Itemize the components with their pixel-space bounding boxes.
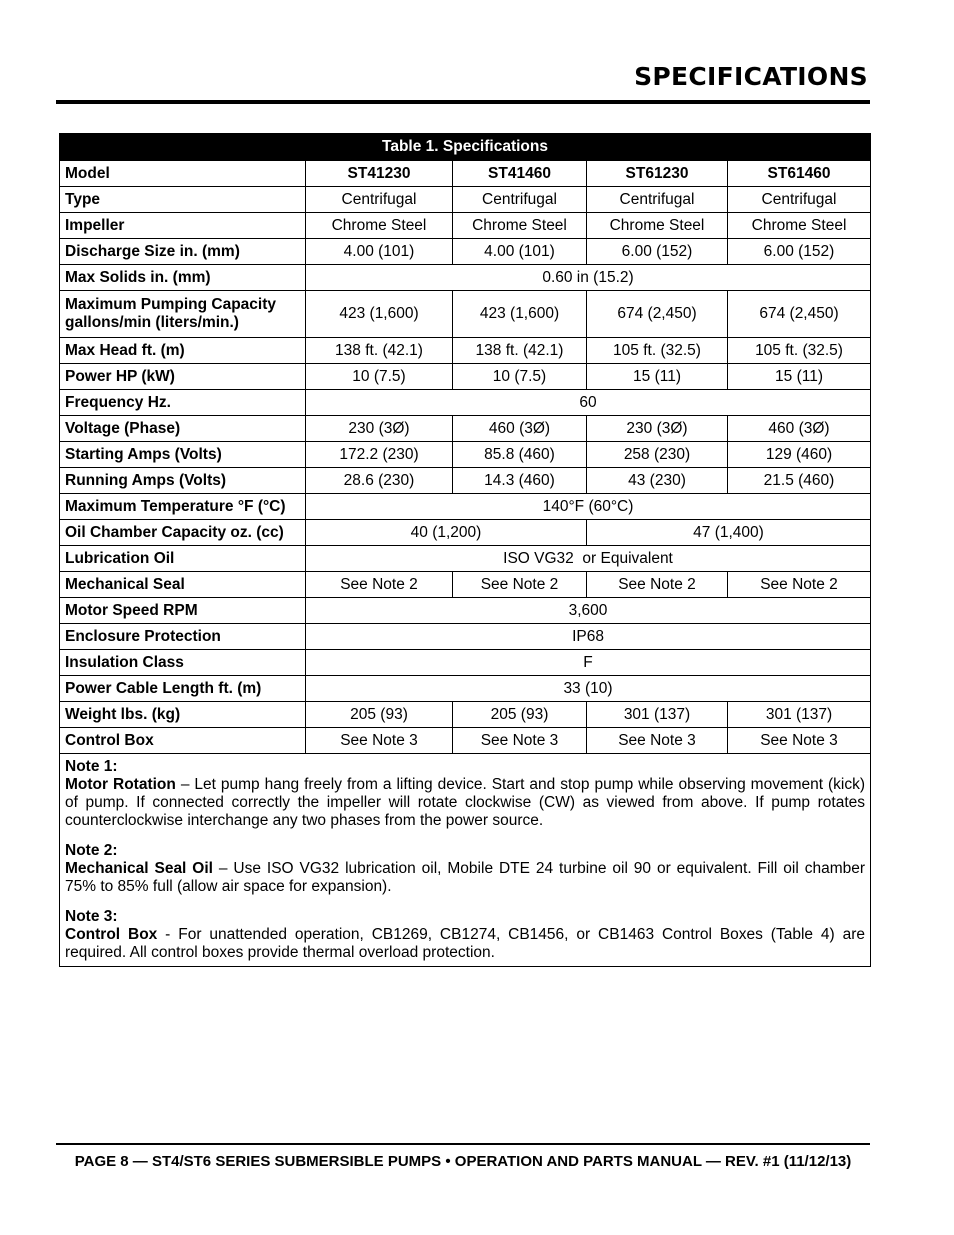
row-label: Lubrication Oil	[60, 546, 306, 572]
note-heading: Note 2:	[65, 842, 118, 859]
table-cell: Chrome Steel	[587, 213, 728, 239]
specifications-table	[59, 133, 871, 967]
row-label: Max Head ft. (m)	[60, 338, 306, 364]
table-cell: Chrome Steel	[306, 213, 453, 239]
table-row	[60, 364, 871, 390]
table-cell: 15 (11)	[728, 364, 871, 390]
table-cell: Centrifugal	[728, 187, 871, 213]
table-cell: 105 ft. (32.5)	[587, 338, 728, 364]
table-cell: 6.00 (152)	[587, 239, 728, 265]
row-label: Frequency Hz.	[60, 390, 306, 416]
row-label: Maximum Temperature °F (°C)	[60, 494, 306, 520]
table-row	[60, 546, 871, 572]
table-cell: Chrome Steel	[453, 213, 587, 239]
table-cell: See Note 2	[306, 572, 453, 598]
table-cell: 172.2 (230)	[306, 442, 453, 468]
note-1	[65, 758, 865, 830]
header-divider	[56, 100, 870, 104]
table-row	[60, 338, 871, 364]
table-cell: F	[306, 650, 871, 676]
row-label: Control Box	[60, 728, 306, 754]
note-body	[65, 860, 865, 896]
notes-cell	[60, 754, 871, 967]
note-subject: Motor Rotation	[65, 776, 176, 793]
table-cell: 230 (3Ø)	[306, 416, 453, 442]
note-body	[65, 776, 865, 830]
table-cell: 33 (10)	[306, 676, 871, 702]
notes-row	[60, 754, 871, 967]
table-cell: 47 (1,400)	[587, 520, 871, 546]
table-row	[60, 468, 871, 494]
note-text: - For unattended operation, CB1269, CB1274, CB1456, or CB1463 Control Boxes (Table 4) are required. All control boxes provide thermal overload protection.	[65, 926, 866, 961]
row-label: Power HP (kW)	[60, 364, 306, 390]
row-label: Voltage (Phase)	[60, 416, 306, 442]
table-cell: 0.60 in (15.2)	[306, 265, 871, 291]
table-caption: Table 1. Specifications	[60, 134, 871, 161]
table-cell: 129 (460)	[728, 442, 871, 468]
row-label: Running Amps (Volts)	[60, 468, 306, 494]
table-cell: 205 (93)	[306, 702, 453, 728]
table-cell: 60	[306, 390, 871, 416]
table-cell: 6.00 (152)	[728, 239, 871, 265]
note-heading: Note 1:	[65, 758, 118, 775]
table-cell: 15 (11)	[587, 364, 728, 390]
row-label: Discharge Size in. (mm)	[60, 239, 306, 265]
table-row	[60, 598, 871, 624]
row-label: Insulation Class	[60, 650, 306, 676]
column-header: ST41230	[306, 161, 453, 187]
table-cell: See Note 2	[728, 572, 871, 598]
table-row	[60, 624, 871, 650]
table-cell: IP68	[306, 624, 871, 650]
note-text: – Use ISO VG32 lubrication oil, Mobile DTE 24 turbine oil 90 or equivalent. Fill oil chamber 75% to 85% full (allow air space for expansion).	[65, 860, 866, 895]
table-row	[60, 520, 871, 546]
table-row	[60, 572, 871, 598]
row-label: Weight lbs. (kg)	[60, 702, 306, 728]
table-row	[60, 728, 871, 754]
table-cell: See Note 2	[453, 572, 587, 598]
column-header: Model	[60, 161, 306, 187]
footer-divider	[56, 1143, 870, 1145]
table-cell: 258 (230)	[587, 442, 728, 468]
table-cell: 10 (7.5)	[453, 364, 587, 390]
table-cell: Centrifugal	[453, 187, 587, 213]
table-row	[60, 442, 871, 468]
table-cell: 14.3 (460)	[453, 468, 587, 494]
table-row	[60, 390, 871, 416]
row-label: Motor Speed RPM	[60, 598, 306, 624]
table-row	[60, 494, 871, 520]
table-cell: 40 (1,200)	[306, 520, 587, 546]
table-cell: 138 ft. (42.1)	[453, 338, 587, 364]
table-cell: 138 ft. (42.1)	[306, 338, 453, 364]
table-cell: Chrome Steel	[728, 213, 871, 239]
note-body	[65, 926, 865, 962]
table-cell: 140°F (60°C)	[306, 494, 871, 520]
row-label: Starting Amps (Volts)	[60, 442, 306, 468]
row-label: Max Solids in. (mm)	[60, 265, 306, 291]
table-cell: 674 (2,450)	[587, 291, 728, 338]
table-cell: 301 (137)	[587, 702, 728, 728]
table-row	[60, 265, 871, 291]
table-cell: 3,600	[306, 598, 871, 624]
table-cell: See Note 2	[587, 572, 728, 598]
table-cell: See Note 3	[728, 728, 871, 754]
table-cell: 230 (3Ø)	[587, 416, 728, 442]
table-row	[60, 239, 871, 265]
table-row	[60, 650, 871, 676]
table-cell: 460 (3Ø)	[728, 416, 871, 442]
table-cell: 205 (93)	[453, 702, 587, 728]
table-cell: 460 (3Ø)	[453, 416, 587, 442]
row-label: Type	[60, 187, 306, 213]
table-cell: 105 ft. (32.5)	[728, 338, 871, 364]
table-cell: ISO VG32 or Equivalent	[306, 546, 871, 572]
table-cell: 10 (7.5)	[306, 364, 453, 390]
table-cell: 674 (2,450)	[728, 291, 871, 338]
table-cell: 28.6 (230)	[306, 468, 453, 494]
row-label: Impeller	[60, 213, 306, 239]
table-cell: 21.5 (460)	[728, 468, 871, 494]
column-header: ST61460	[728, 161, 871, 187]
table-row	[60, 676, 871, 702]
row-label: Mechanical Seal	[60, 572, 306, 598]
page-footer: PAGE 8 — ST4/ST6 SERIES SUBMERSIBLE PUMPS • OPERATION AND PARTS MANUAL — REV. #1 (11/12/13)	[74, 1153, 852, 1170]
table-cell: Centrifugal	[306, 187, 453, 213]
table-cell: Centrifugal	[587, 187, 728, 213]
table-caption-row	[60, 134, 871, 161]
column-header: ST41460	[453, 161, 587, 187]
column-header: ST61230	[587, 161, 728, 187]
table-cell: See Note 3	[453, 728, 587, 754]
table-row	[60, 702, 871, 728]
table-header-row	[60, 161, 871, 187]
row-label: Power Cable Length ft. (m)	[60, 676, 306, 702]
table-row	[60, 213, 871, 239]
table-cell: 85.8 (460)	[453, 442, 587, 468]
note-2	[65, 842, 865, 896]
table-cell: 43 (230)	[587, 468, 728, 494]
row-label: Enclosure Protection	[60, 624, 306, 650]
table-cell: 4.00 (101)	[453, 239, 587, 265]
row-label-line: Maximum Pumping Capacity	[65, 296, 277, 313]
row-label-line: gallons/min (liters/min.)	[65, 314, 239, 331]
table-cell: 423 (1,600)	[453, 291, 587, 338]
table-cell: 4.00 (101)	[306, 239, 453, 265]
note-3	[65, 908, 865, 962]
table-cell: 301 (137)	[728, 702, 871, 728]
table-cell: See Note 3	[306, 728, 453, 754]
note-subject: Mechanical Seal Oil	[65, 860, 213, 877]
row-label: Oil Chamber Capacity oz. (cc)	[60, 520, 306, 546]
table-cell: 423 (1,600)	[306, 291, 453, 338]
note-text: – Let pump hang freely from a lifting device. Start and stop pump while observing movement (kick) of pump. If connected correctly the impeller will rotate clockwise (CW) as viewed from above. If pump rotates counterclockwise interchange any two phases from the power source.	[65, 776, 866, 829]
row-label	[60, 291, 306, 338]
table-row	[60, 291, 871, 338]
note-subject: Control Box	[65, 926, 158, 943]
table-row	[60, 187, 871, 213]
note-heading: Note 3:	[65, 908, 118, 925]
table-cell: See Note 3	[587, 728, 728, 754]
page-title: SPECIFICATIONS	[634, 62, 868, 91]
table-row	[60, 416, 871, 442]
